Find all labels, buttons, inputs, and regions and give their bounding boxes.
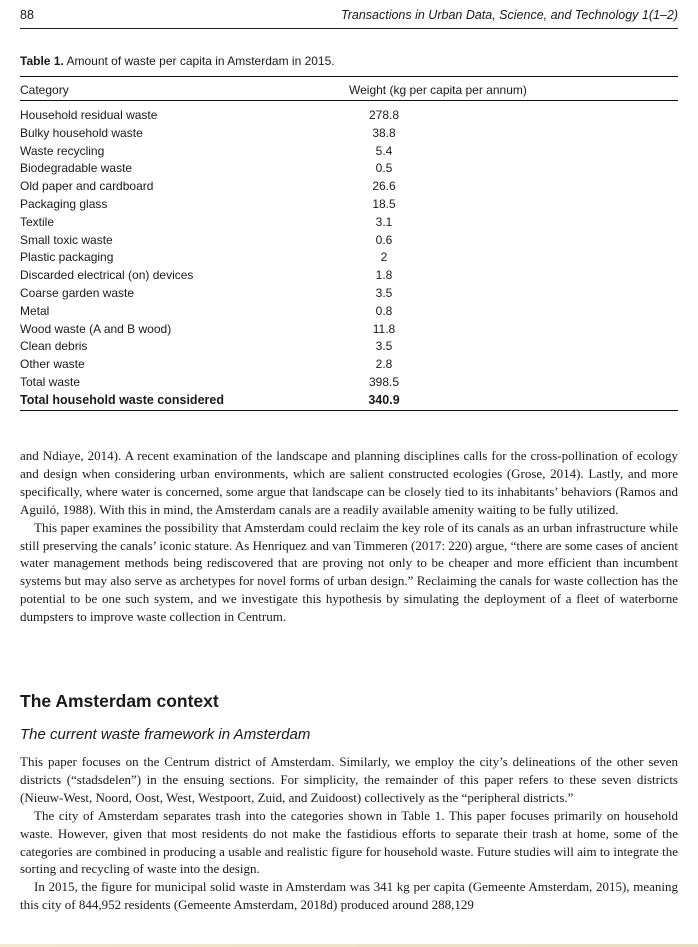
table-row (20, 178, 678, 196)
cell-category: Packaging glass (20, 196, 108, 211)
table-header-rule (20, 100, 678, 101)
running-head (20, 8, 678, 28)
cell-weight: 3.5 (375, 339, 393, 354)
paragraph: This paper focuses on the Centrum district of Amsterdam. Similarly, we employ the city’s delineations of the other seven districts (“stadsdelen”) in the ensuing sections. For simplicity, the remainder of this paper refers to these seven districts (Nieuw-West, Noord, Oost, West, Westpoort, Zuid, and Zuidoost) collectively as the “peripheral districts.” (20, 754, 678, 805)
cell-weight: 0.6 (375, 232, 393, 247)
cell-category: Bulky household waste (20, 125, 143, 140)
table-label: Table 1. (20, 54, 64, 68)
table-bottom-rule (20, 410, 678, 411)
column-header-weight: Weight (kg per capita per annum) (349, 83, 527, 97)
cell-category: Waste recycling (20, 143, 105, 158)
paragraph: The city of Amsterdam separates trash into the categories shown in Table 1. This paper focuses primarily on household waste. However, given that most residents do not make the fastidious efforts to separate their trash at home, some of the categories are combined in producing a usable and realistic figure for household waste. Future studies will aim to integrate the sorting and recycling of waste into the design. (20, 807, 678, 877)
paragraph: In 2015, the figure for municipal solid waste in Amsterdam was 341 kg per capita (Gemeente Amsterdam, 2015), meaning this city of 844,952 residents (Gemeente Amsterdam, 2018d) produced around 288,129 (20, 879, 678, 913)
table-row (20, 160, 678, 178)
journal-title: Transactions in Urban Data, Science, and Technology 1(1–2) (341, 8, 678, 22)
cell-category: Discarded electrical (on) devices (20, 268, 194, 283)
cell-weight: 3.5 (375, 285, 393, 300)
table-row (20, 285, 678, 303)
page-number: 88 (20, 8, 34, 22)
table-row (20, 143, 678, 161)
table-row (20, 321, 678, 339)
table-row (20, 374, 678, 392)
cell-category: Metal (20, 303, 50, 318)
body-text-top (20, 447, 678, 626)
cell-weight: 38.8 (372, 125, 396, 140)
table-row (20, 356, 678, 374)
table-row (20, 392, 678, 410)
section-heading: The Amsterdam context (20, 691, 219, 711)
table-body (20, 107, 678, 410)
cell-category: Small toxic waste (20, 232, 113, 247)
table-row (20, 214, 678, 232)
cell-category: Clean debris (20, 339, 88, 354)
table-caption-text: Amount of waste per capita in Amsterdam in 2015. (66, 54, 335, 68)
table-row (20, 249, 678, 267)
cell-weight: 0.5 (375, 161, 393, 176)
cell-weight: 5.4 (375, 143, 393, 158)
cell-category: Total waste (20, 374, 81, 389)
paragraph: and Ndiaye, 2014). A recent examination of the landscape and planning disciplines calls for the cross-pollination of ecology and design when considering urban environments, which are salient constructed ecologies (Grose, 2014). Lastly, and more specifically, where water is concerned, some argue that landscape can be closely tied to its inhabitants’ behaviors (Ramos and Aguiló, 1988). With this in mind, the Amsterdam canals are a readily available amenity waiting to be fully utilized. (20, 448, 678, 517)
cell-category: Other waste (20, 357, 85, 372)
cell-category: Total household waste considered (20, 392, 224, 407)
table-row (20, 196, 678, 214)
subsection-heading: The current waste framework in Amsterdam (20, 726, 311, 743)
header-rule (20, 28, 678, 29)
cell-category: Coarse garden waste (20, 285, 135, 300)
cell-category: Old paper and cardboard (20, 179, 154, 194)
cell-weight: 18.5 (372, 196, 396, 211)
cell-weight: 398.5 (368, 374, 400, 389)
table-row (20, 338, 678, 356)
cell-weight: 2 (380, 250, 388, 265)
cell-weight: 278.8 (368, 108, 400, 122)
body-text-bottom (20, 753, 678, 914)
cell-category: Household residual waste (20, 108, 158, 122)
table-row (20, 107, 678, 125)
table-caption (20, 54, 335, 68)
cell-weight: 340.9 (368, 392, 400, 407)
table-row (20, 303, 678, 321)
table-row (20, 125, 678, 143)
cell-weight: 3.1 (375, 214, 393, 229)
cell-category: Textile (20, 214, 55, 229)
cell-weight: 26.6 (372, 179, 396, 194)
table-row (20, 232, 678, 250)
cell-weight: 0.8 (375, 303, 393, 318)
cell-weight: 1.8 (375, 268, 393, 283)
cell-category: Wood waste (A and B wood) (20, 321, 172, 336)
cell-weight: 11.8 (372, 321, 396, 336)
cell-weight: 2.8 (375, 357, 393, 372)
paragraph: This paper examines the possibility that Amsterdam could reclaim the key role of its canals as an urban infrastructure while still preserving the canals’ iconic stature. As Henriquez and van Timmeren (2017: 220) argue, “there are some cases of ancient water management methods being rediscovered that are proving not only to be cheaper and more efficient than incumbent systems but may also serve as archetypes for novel forms of urban design.” Reclaiming the canals for waste collection has the potential to be one such system, and we investigate this hypothesis by simulating the deployment of a fleet of waterborne dumpsters to improve waste collection in Centrum. (20, 519, 678, 625)
column-header-category: Category (20, 83, 69, 97)
table-row (20, 267, 678, 285)
table-top-rule (20, 76, 678, 77)
cell-category: Biodegradable waste (20, 161, 133, 176)
cell-category: Plastic packaging (20, 250, 114, 265)
